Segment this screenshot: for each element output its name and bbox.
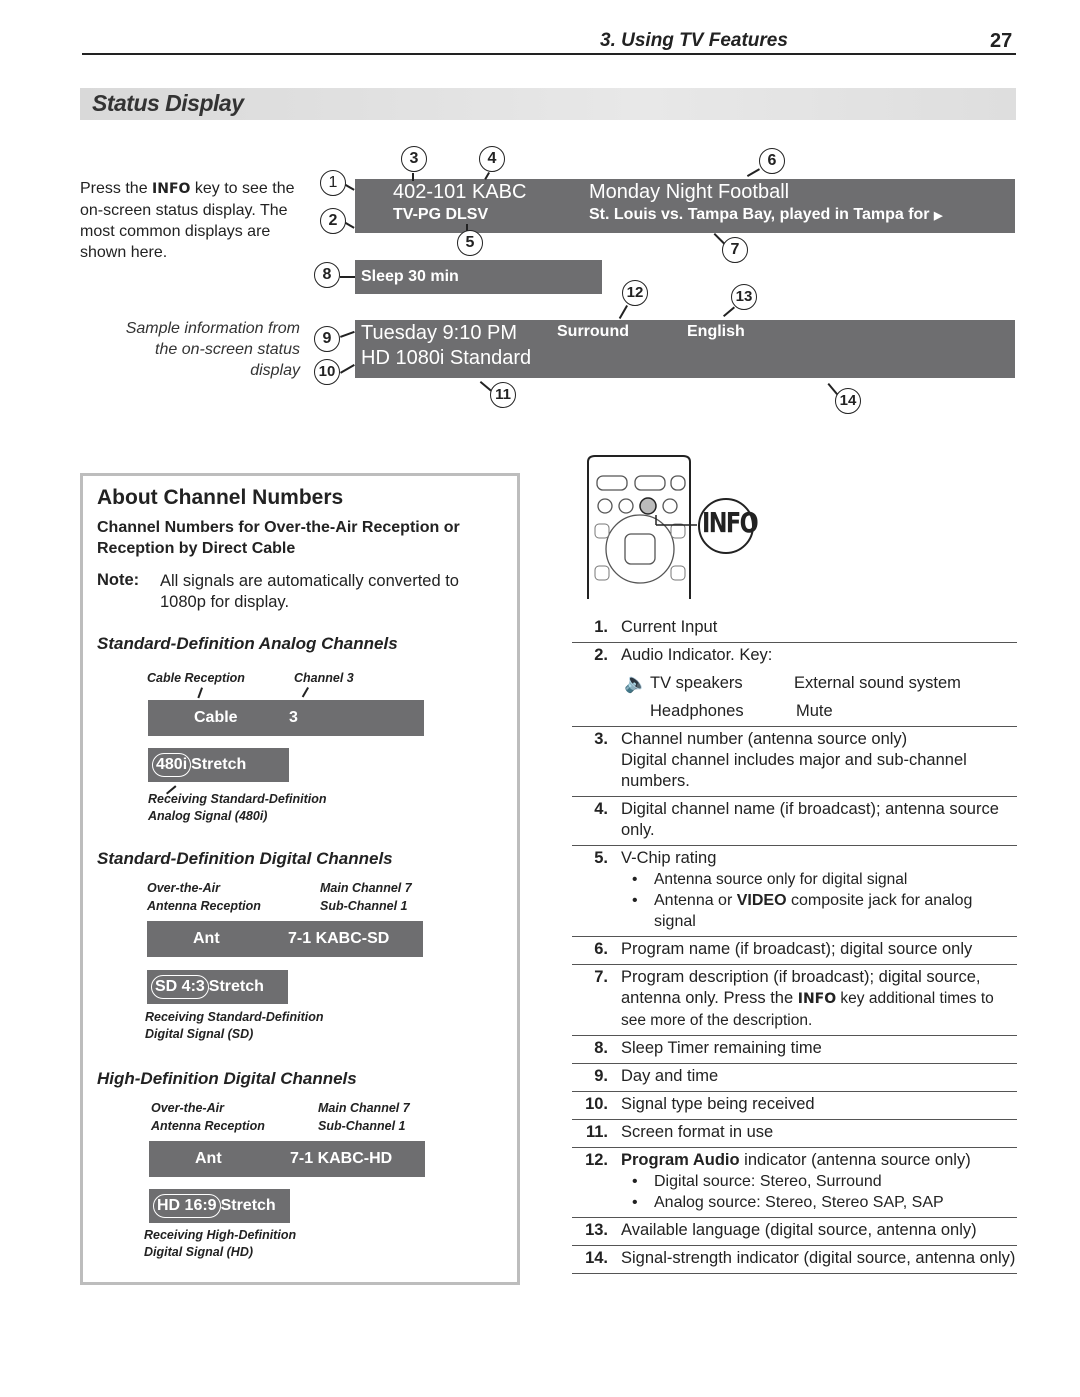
list-item: 8. Sleep Timer remaining time: [572, 1036, 1017, 1064]
speaker-icon: 🔈: [624, 673, 648, 694]
about-title: About Channel Numbers: [97, 486, 344, 509]
callout-14: 14: [835, 388, 861, 414]
list-item: 5. V-Chip rating • Antenna source only for digital signal • Antenna or VIDEO composite jack for analog signal: [572, 846, 1017, 937]
hd-label-left-1: Over-the-Air: [151, 1101, 224, 1115]
leader-7: [714, 233, 725, 244]
channel-number: 402-101 KABC: [393, 181, 527, 203]
analog-label-left: Cable Reception: [147, 671, 245, 685]
leader-14: [828, 383, 838, 395]
analog-caption-2: Analog Signal (480i): [148, 809, 268, 823]
hd-label-right-1: Main Channel 7: [318, 1101, 410, 1115]
sd-label-left-1: Over-the-Air: [147, 881, 220, 895]
hd-bar-left: Ant: [195, 1150, 222, 1167]
legend-list: [572, 615, 1017, 1274]
signal-type: HD 1080i Standard: [361, 347, 532, 369]
callout-9: 9: [314, 326, 340, 352]
sleep-bar: [355, 260, 602, 294]
leader-1: [345, 184, 354, 190]
analog-bar-left: Cable: [194, 709, 238, 726]
sd-label-right-1: Main Channel 7: [320, 881, 412, 895]
sample-caption: Sample information from the on-screen status display: [125, 320, 300, 379]
list-item: 11. Screen format in use: [572, 1120, 1017, 1148]
sd-caption-1: Receiving Standard-Definition: [145, 1010, 324, 1024]
callout-8: 8: [314, 262, 340, 288]
list-item: 9. Day and time: [572, 1064, 1017, 1092]
analog-format-rest: Stretch: [191, 756, 247, 773]
list-item: 14. Signal-strength indicator (digital source, antenna only): [572, 1246, 1017, 1274]
list-item: 1. Current Input: [572, 615, 1017, 643]
leader-10: [340, 364, 355, 373]
hd-digital-heading: High-Definition Digital Channels: [97, 1069, 357, 1088]
hd-format-rest: Stretch: [220, 1197, 276, 1214]
callout-3: 3: [401, 146, 427, 172]
sd-caption-2: Digital Signal (SD): [145, 1027, 254, 1041]
day-time: Tuesday 9:10 PM: [361, 322, 518, 344]
callout-4: 4: [479, 146, 505, 172]
sd-channel-bar: [147, 921, 423, 957]
leader-12: [619, 305, 628, 319]
analog-format-ring: 480i: [152, 753, 191, 777]
info-key-callout: INFO: [702, 506, 758, 539]
hd-format-bar: [149, 1189, 290, 1223]
hd-format-ring: HD 16:9: [153, 1194, 221, 1218]
callout-7: 7: [722, 237, 748, 263]
analog-label-right: Channel 3: [294, 671, 354, 685]
callout-13: 13: [731, 284, 757, 310]
list-item: 7. Program description (if broadcast); digital source, antenna only. Press the INFO key additional times to see more of the description.: [572, 965, 1017, 1036]
sd-bar-left: Ant: [193, 930, 220, 947]
list-item: 4. Digital channel name (if broadcast); antenna source only.: [572, 797, 1017, 846]
sd-format-rest: Stretch: [208, 978, 264, 995]
running-header-section: 3. Using TV Features: [600, 30, 788, 51]
leader-5: [467, 224, 469, 231]
hd-caption-1: Receiving High-Definition: [144, 1228, 297, 1242]
sd-bar-right: 7-1 KABC-SD: [288, 930, 390, 947]
leader-6: [747, 169, 760, 177]
sleep-timer: Sleep 30 min: [361, 268, 459, 285]
more-arrow-icon: ▶: [933, 210, 943, 222]
leader-13: [723, 307, 735, 317]
sd-format-ring: SD 4:3: [151, 975, 209, 999]
list-item: 2. Audio Indicator. Key: 🔈 TV speakers External sound system Headphones Mute: [572, 643, 1017, 727]
program-name: Monday Night Football: [589, 181, 790, 203]
leader-8: [340, 276, 355, 278]
hd-caption-2: Digital Signal (HD): [144, 1245, 254, 1259]
page-number: 27: [990, 30, 1013, 52]
analog-heading: Standard-Definition Analog Channels: [97, 634, 398, 653]
program-audio: Surround: [557, 323, 629, 340]
analog-caption-1: Receiving Standard-Definition: [148, 792, 327, 806]
header-rule: [82, 53, 1016, 55]
leader-9: [340, 331, 355, 338]
hd-channel-bar: [149, 1141, 425, 1177]
callout-11: 11: [490, 382, 516, 408]
analog-format-bar: [148, 748, 289, 782]
analog-bar-right: 3: [289, 709, 298, 726]
list-item: 10. Signal type being received: [572, 1092, 1017, 1120]
about-subtitle: Channel Numbers for Over-the-Air Reception or Reception by Direct Cable: [97, 519, 460, 557]
list-item: 3. Channel number (antenna source only) Digital channel includes major and sub-channel numbers.: [572, 727, 1017, 797]
intro-text: Press the INFO key to see the on-screen status display. The most common displays are shown here.: [80, 180, 295, 261]
sd-digital-heading: Standard-Definition Digital Channels: [97, 849, 393, 868]
program-description: St. Louis vs. Tampa Bay, played in Tampa for ▶: [589, 206, 943, 223]
note-label: Note:: [97, 571, 140, 589]
status-bar-top: [355, 179, 1015, 233]
leader-3: [413, 173, 415, 181]
callout-6: 6: [759, 148, 785, 174]
section-title: Status Display: [92, 90, 244, 116]
callout-1: 1: [320, 170, 346, 196]
list-item: 6. Program name (if broadcast); digital source only: [572, 937, 1017, 965]
vchip-rating: TV-PG DLSV: [393, 206, 489, 223]
hd-label-left-2: Antenna Reception: [151, 1119, 265, 1133]
list-item: 12. Program Audio indicator (antenna source only) • Digital source: Stereo, Surround • Analog source: Stereo, Stereo SAP, SAP: [572, 1148, 1017, 1218]
callout-12: 12: [622, 280, 648, 306]
hd-bar-right: 7-1 KABC-HD: [290, 1150, 393, 1167]
sd-label-left-2: Antenna Reception: [147, 899, 261, 913]
status-bar-bottom: [355, 320, 1015, 378]
callout-5: 5: [457, 230, 483, 256]
leader-2: [345, 222, 354, 228]
list-item: 13. Available language (digital source, antenna only): [572, 1218, 1017, 1246]
analog-channel-bar: [148, 700, 424, 736]
callout-2: 2: [320, 208, 346, 234]
sd-label-right-2: Sub-Channel 1: [320, 899, 408, 913]
callout-10: 10: [314, 359, 340, 385]
language: English: [687, 323, 745, 340]
leader-11: [480, 381, 492, 391]
info-key-label: INFO: [152, 181, 191, 197]
hd-label-right-2: Sub-Channel 1: [318, 1119, 406, 1133]
sd-format-bar: [147, 970, 288, 1004]
note-text: All signals are automatically converted to 1080p for display.: [160, 572, 459, 611]
